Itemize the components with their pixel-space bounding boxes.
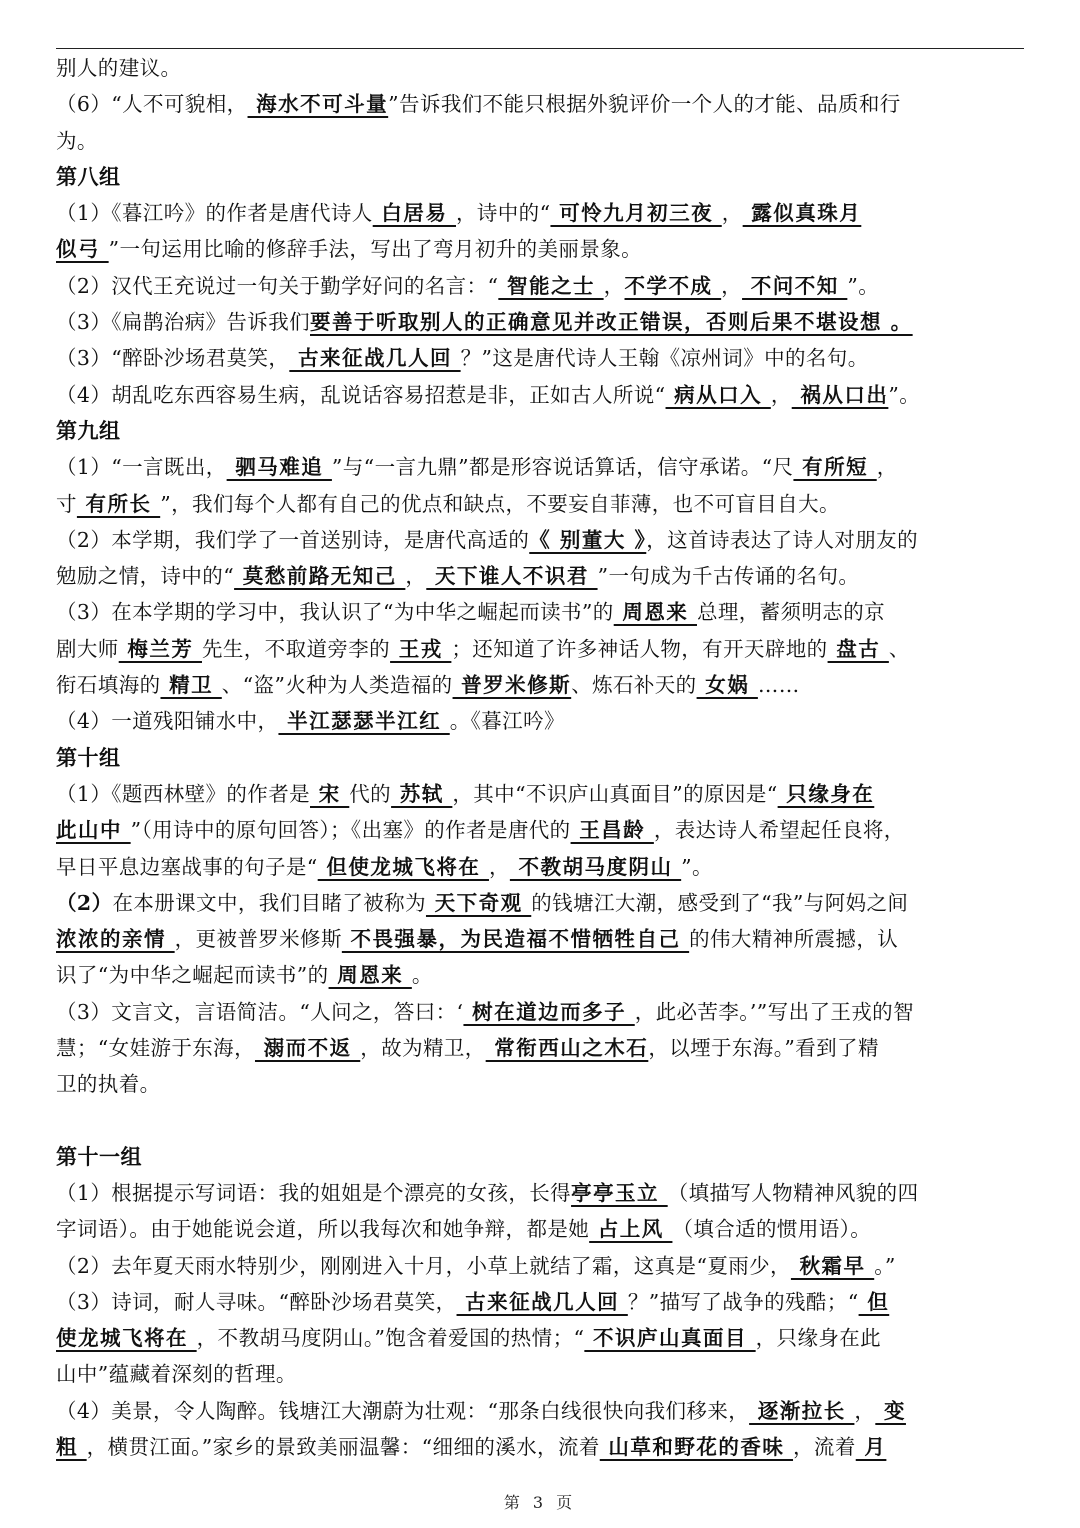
line-text: （填合适的惯用语）。 <box>672 1217 872 1242</box>
line-text: ，表达诗人希望起任良将， <box>653 818 905 843</box>
line-text: 剧大师 <box>56 636 119 661</box>
text-line <box>56 849 1024 885</box>
filled-answer: 古来征战几人回 <box>456 1289 628 1314</box>
line-text: 勉励之情，诗中的“ <box>56 564 235 589</box>
line-text: ，其中“不识庐山真面目”的原因是“ <box>452 781 778 806</box>
line-text: （1）根据提示写词语：我的姐姐是个漂亮的女孩，长得 <box>56 1180 572 1205</box>
filled-answer: 常衔西山之木石 <box>485 1036 649 1061</box>
text-line <box>56 885 1024 921</box>
line-text: ”。 <box>681 854 713 879</box>
filled-answer: 白居易 <box>372 201 456 226</box>
filled-answer: 使龙城飞将在 <box>56 1326 197 1351</box>
line-text: ”，我们每个人都有自己的优点和缺点，不要妄自菲薄，也不可盲目自大。 <box>160 491 840 516</box>
line-text: 别人的建议。 <box>56 56 182 80</box>
line-text: ？”描写了战争的残酷；“ <box>627 1289 859 1314</box>
filled-answer: 不学不成 <box>624 273 722 298</box>
filled-answer: 苏轼 <box>391 781 453 806</box>
line-text: （3）“醉卧沙场君莫笑， <box>56 346 290 371</box>
text-line <box>56 1248 1024 1284</box>
text-line <box>56 776 1024 812</box>
filled-answer: 女娲 <box>696 673 758 698</box>
header-rule <box>56 48 1024 49</box>
line-text: ，故为精卫， <box>360 1036 486 1061</box>
filled-answer: 梅兰芳 <box>118 636 202 661</box>
line-text: 第九组 <box>56 417 121 443</box>
filled-answer: 普罗米修斯 <box>452 673 572 698</box>
line-text: （4）美景，令人陶醉。钱塘江大潮蔚为壮观：“那条白线很快向我们移来， <box>56 1398 750 1423</box>
page-number: 第 3 页 <box>503 1493 577 1512</box>
line-text: （2） <box>56 890 113 915</box>
line-text: 第八组 <box>56 163 121 189</box>
line-text: ， <box>770 382 792 407</box>
line-text: （1）“一言既出， <box>56 455 227 480</box>
line-text: ？”这是唐代诗人王翰《凉州词》中的名句。 <box>460 346 869 371</box>
section-heading <box>56 413 1024 449</box>
filled-answer: 不识庐山真面目 <box>584 1326 756 1351</box>
text-line <box>56 50 1024 86</box>
filled-answer: 逐渐拉长 <box>749 1398 855 1423</box>
text-line <box>56 86 1024 122</box>
line-text: （4）一道残阳铺水中， <box>56 709 279 734</box>
blank-line <box>56 1103 1024 1139</box>
line-text: ”一句成为千古传诵的名句。 <box>597 564 860 589</box>
line-text: 识了“为中华之崛起而读书”的 <box>56 963 329 988</box>
filled-answer: 有所长 <box>76 491 161 516</box>
line-text: …… <box>757 673 800 698</box>
line-text: （1）《题西林壁》的作者是 <box>56 781 310 806</box>
line-text: （1）《暮江吟》的作者是唐代诗人 <box>56 201 373 226</box>
line-text: （3）《扁鹊治病》告诉我们 <box>56 310 310 335</box>
filled-answer: 宋 <box>310 781 350 806</box>
line-text: 早日平息边塞战事的句子是“ <box>56 854 318 879</box>
filled-answer: 露似真珠月 <box>742 201 862 226</box>
line-text: 。 <box>411 963 433 988</box>
line-text: 先生，不取道旁李的 <box>201 636 391 661</box>
line-text: ”。 <box>847 273 880 298</box>
filled-answer: 天下奇观 <box>425 890 532 915</box>
line-text: ”（用诗中的原句回答）；《出塞》的作者是唐代的 <box>130 818 571 843</box>
filled-answer: 溺而不返 <box>254 1036 361 1061</box>
line-text: ，不教胡马度阴山。”饱含着爱国的热情；“ <box>196 1326 585 1351</box>
filled-answer: 周恩来 <box>613 600 697 625</box>
line-text: 、“盗”火种为人类造福的 <box>221 673 453 698</box>
filled-answer: 半江瑟瑟半江红 <box>278 709 450 734</box>
line-text: 总理，蓄须明志的京 <box>696 600 886 625</box>
line-text: ， <box>405 564 427 589</box>
line-text: （3）诗词，耐人寻味。“醉卧沙场君莫笑， <box>56 1289 457 1314</box>
line-text: ，这首诗表达了诗人对朋友的 <box>646 527 918 552</box>
text-line <box>56 449 1024 485</box>
section-heading <box>56 159 1024 195</box>
filled-answer: 《 别董大 》 <box>529 527 647 552</box>
line-text: （4）胡乱吃东西容易生病，乱说话容易招惹是非，正如古人所说“ <box>56 382 666 407</box>
filled-answer: 变 <box>875 1398 906 1423</box>
text-line <box>56 231 1024 267</box>
line-text: 、炼石补天的 <box>571 673 697 698</box>
line-text: 山中”蕴藏着深刻的哲理。 <box>56 1362 297 1387</box>
filled-answer: 此山中 <box>56 818 131 843</box>
filled-answer: 盘古 <box>827 636 889 661</box>
filled-answer: 占上风 <box>589 1217 673 1242</box>
text-line <box>56 123 1024 159</box>
section-heading <box>56 740 1024 776</box>
text-line <box>56 195 1024 231</box>
filled-answer: 祸从口出 <box>791 382 889 407</box>
text-line <box>56 1429 1024 1465</box>
filled-answer: 病从口入 <box>665 382 771 407</box>
filled-answer: 天下谁人不识君 <box>426 564 598 589</box>
line-text: ， <box>603 273 625 298</box>
filled-answer: 但 <box>858 1289 890 1314</box>
text-line <box>56 631 1024 667</box>
filled-answer: 古来征战几人回 <box>289 346 461 371</box>
filled-answer: 海水不可斗量 <box>247 92 389 117</box>
line-text: ， <box>721 201 743 226</box>
line-text: 为。 <box>56 128 98 153</box>
line-text: 卫的执着。 <box>56 1072 161 1097</box>
text-line <box>56 377 1024 413</box>
text-line <box>56 522 1024 558</box>
filled-answer: 似弓 <box>56 237 109 262</box>
filled-answer: 秋霜早 <box>790 1253 875 1278</box>
line-text: ，更被普罗米修斯 <box>174 927 342 952</box>
filled-answer: 要善于听取别人的正确意见并改正错误，否则后果不堪设想 。 <box>310 310 913 335</box>
text-line <box>56 1175 1024 1211</box>
worksheet-body <box>56 50 1024 1465</box>
filled-answer: 王昌龄 <box>570 818 654 843</box>
line-text: 在本册课文中，我们目睹了被称为 <box>112 890 426 915</box>
text-line <box>56 340 1024 376</box>
filled-answer: 有所短 <box>793 455 877 480</box>
filled-answer: 周恩来 <box>328 963 412 988</box>
line-text: 寸 <box>56 491 77 516</box>
filled-answer: 只缘身在 <box>777 781 875 806</box>
text-line <box>56 1030 1024 1066</box>
text-line <box>56 1284 1024 1320</box>
filled-answer: 浓浓的亲情 <box>56 927 175 952</box>
line-text: （6）“人不可貌相， <box>56 92 248 117</box>
line-text: 衔石填海的 <box>56 673 161 698</box>
text-line <box>56 1066 1024 1102</box>
text-line <box>56 1320 1024 1356</box>
text-line <box>56 994 1024 1030</box>
line-text: 代的 <box>349 781 392 806</box>
text-line <box>56 304 1024 340</box>
text-line <box>56 558 1024 594</box>
line-text: ，以堙于东海。”看到了精 <box>648 1036 879 1061</box>
line-text: ， <box>721 273 743 298</box>
section-heading <box>56 1139 1024 1175</box>
text-line <box>56 1393 1024 1429</box>
filled-answer: 山草和野花的香味 <box>599 1434 794 1459</box>
line-text: （2）本学期，我们学了一首送别诗，是唐代高适的 <box>56 527 530 552</box>
text-line <box>56 486 1024 522</box>
line-text: ，诗中的“ <box>455 201 551 226</box>
filled-answer: 王戎 <box>390 636 452 661</box>
line-text: 的钱塘江大潮，感受到了“我”与阿妈之间 <box>531 890 909 915</box>
line-text: 字词语）。由于她能说会道，所以我每次和她争辩，都是她 <box>56 1217 590 1242</box>
text-line <box>56 667 1024 703</box>
text-line <box>56 957 1024 993</box>
line-text: 第十一组 <box>56 1143 142 1169</box>
line-text: ，流着 <box>793 1434 856 1459</box>
filled-answer: 不畏强暴，为民造福不惜牺牲自己 <box>341 927 690 952</box>
line-text: （2）汉代王充说过一句关于勤学好问的名言：“ <box>56 273 499 298</box>
filled-answer: 不问不知 <box>742 273 848 298</box>
line-text: ， <box>854 1398 876 1423</box>
text-line <box>56 703 1024 739</box>
line-text: 、 <box>888 636 910 661</box>
text-line <box>56 812 1024 848</box>
line-text: ”与“一言九鼎”都是形容说话算话，信守承诺。“尺 <box>331 455 794 480</box>
line-text: 。《暮江吟》 <box>449 709 565 734</box>
line-text: 慧；“女娃游于东海， <box>56 1036 255 1061</box>
line-text: ， <box>488 854 510 879</box>
filled-answer: 智能之士 <box>498 273 604 298</box>
filled-answer: 不教胡马度阴山 <box>509 854 682 879</box>
line-text: （3）文言文，言语简洁。“人问之，答曰：‘ <box>56 999 464 1024</box>
line-text: ”告诉我们不能只根据外貌评价一个人的才能、品质和行 <box>388 92 901 117</box>
line-text: 。” <box>874 1253 896 1278</box>
filled-answer: 但使龙城飞将在 <box>317 854 489 879</box>
filled-answer: 莫愁前路无知己 <box>234 564 406 589</box>
text-line <box>56 921 1024 957</box>
line-text: 的伟大精神所震撼，认 <box>689 927 899 952</box>
filled-answer: 树在道边而多子 <box>463 999 635 1024</box>
line-text: 第十组 <box>56 744 121 770</box>
text-line <box>56 594 1024 630</box>
line-text: ；还知道了许多神话人物，有开天辟地的 <box>451 636 828 661</box>
text-line <box>56 268 1024 304</box>
filled-answer: 可怜九月初三夜 <box>550 201 722 226</box>
line-text: ”一句运用比喻的修辞手法，写出了弯月初升的美丽景象。 <box>108 237 643 262</box>
filled-answer: 月 <box>855 1434 887 1459</box>
line-text: （填描写人物精神风貌的四 <box>667 1180 919 1205</box>
line-text: （2）去年夏天雨水特别少，刚刚进入十月，小草上就结了霜，这真是“夏雨少， <box>56 1253 791 1278</box>
text-line <box>56 1356 1024 1392</box>
line-text: （3）在本学期的学习中，我认识了“为中华之崛起而读书”的 <box>56 600 614 625</box>
filled-answer: 驷马难追 <box>226 455 332 480</box>
line-text: ，只缘身在此 <box>755 1326 882 1351</box>
filled-answer: 亭亭玉立 <box>571 1180 668 1205</box>
line-text: ”。 <box>888 382 921 407</box>
line-text: ， <box>876 455 898 480</box>
filled-answer: 精卫 <box>160 673 222 698</box>
line-text: ，横贯江面。”家乡的景致美丽温馨：“细细的溪水，流着 <box>86 1434 600 1459</box>
filled-answer: 粗 <box>56 1434 87 1459</box>
text-line <box>56 1211 1024 1247</box>
line-text: ，此必苦李。’”写出了王戎的智 <box>634 999 914 1024</box>
